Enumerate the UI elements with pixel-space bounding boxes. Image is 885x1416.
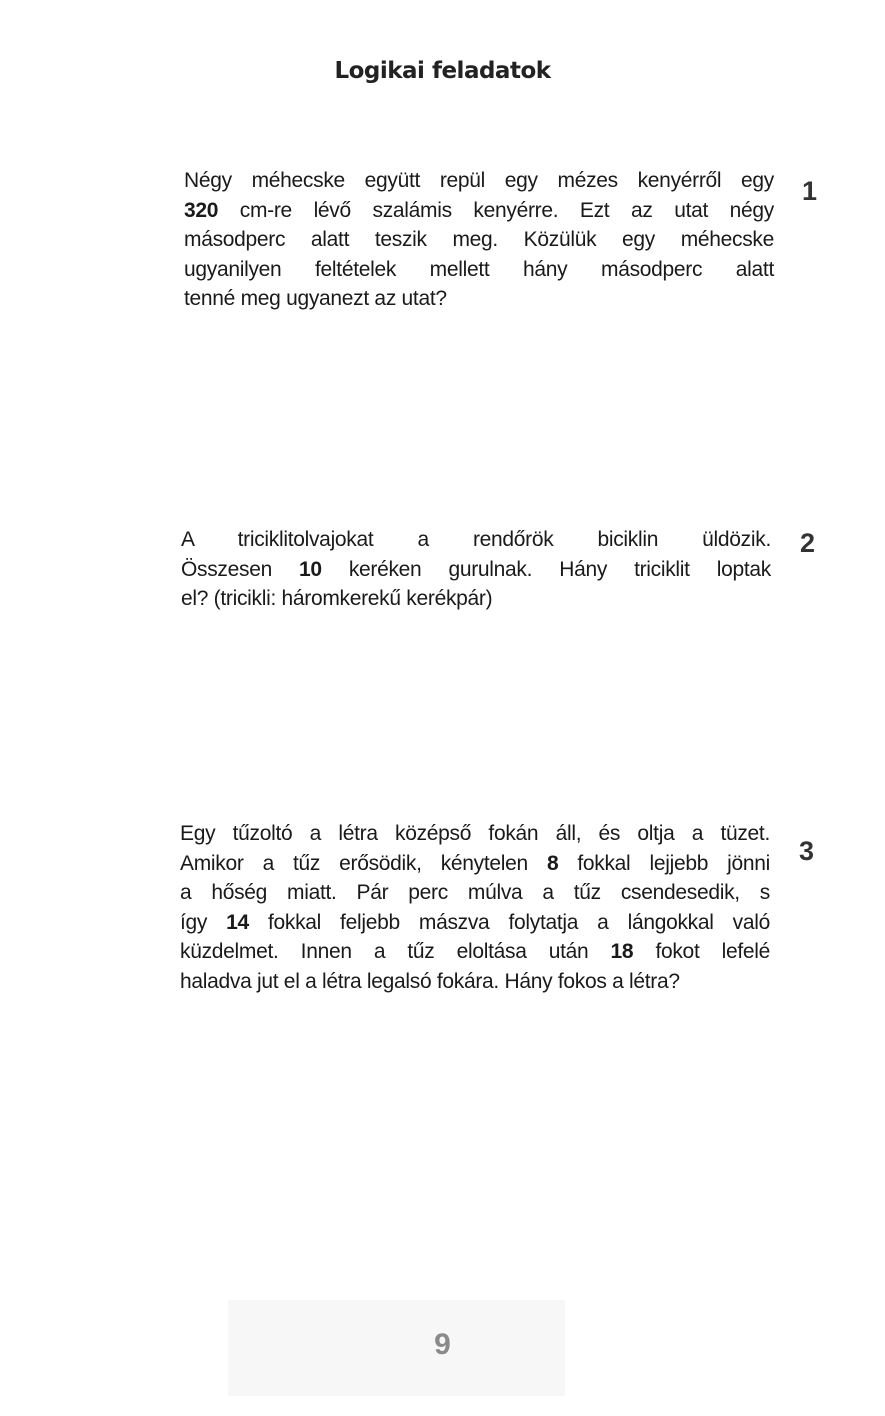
text-segment: Egy tűzoltó a létra középső fokán áll, és oltja a tüzet. xyxy=(180,822,770,845)
text-segment: fokot lefelé xyxy=(633,940,771,963)
bold-number: 18 xyxy=(610,940,634,963)
text-segment: cm-re lévő szalámis kenyérre. Ezt az utat négy xyxy=(218,198,774,222)
text-line xyxy=(180,849,770,879)
text-segment: így xyxy=(180,910,227,934)
text-line xyxy=(180,819,770,849)
problem-number-2: 2 xyxy=(800,528,816,558)
text-segment: fokkal feljebb mászva folytatja a lángokkal való xyxy=(248,910,770,934)
page-title: Logikai feladatok xyxy=(334,58,551,84)
problem-number-3: 3 xyxy=(799,836,815,866)
text-segment: másodperc alatt teszik meg. Közülük egy méhecske xyxy=(184,228,774,251)
text-line xyxy=(184,196,774,226)
text-segment: Összesen xyxy=(181,557,300,581)
text-line xyxy=(184,255,774,285)
text-line xyxy=(184,166,774,196)
text-line xyxy=(180,937,770,967)
text-line xyxy=(184,225,774,255)
text-segment: keréken gurulnak. Hány triciklit loptak xyxy=(321,557,771,581)
text-segment: a hőség miatt. Pár perc múlva a tűz csendesedik, s xyxy=(180,881,770,904)
text-segment: fokkal lejjebb jönni xyxy=(558,851,770,875)
problem-1 xyxy=(184,166,774,314)
bold-number: 10 xyxy=(299,557,322,581)
text-segment: Amikor a tűz erősödik, kénytelen xyxy=(180,851,547,875)
problem-2 xyxy=(181,525,771,614)
text-line xyxy=(181,555,771,585)
page-number: 9 xyxy=(434,1328,451,1361)
text-segment: tenné meg ugyanezt az utat? xyxy=(184,287,447,310)
problem-3 xyxy=(180,819,770,996)
text-line xyxy=(181,525,771,555)
bold-number: 8 xyxy=(546,851,559,875)
text-segment: haladva jut el a létra legalsó fokára. Hány fokos a létra? xyxy=(180,969,680,993)
bold-number: 14 xyxy=(226,910,249,934)
bold-number: 320 xyxy=(184,198,219,222)
text-segment: el? (tricikli: háromkerekű kerékpár) xyxy=(181,587,493,610)
text-segment: ugyanilyen feltételek mellett hány másodperc alatt xyxy=(184,257,774,281)
text-line xyxy=(180,908,770,938)
text-segment: A triciklitolvajokat a rendőrök biciklin üldözik. xyxy=(181,528,771,551)
text-line xyxy=(184,284,774,314)
text-segment: Négy méhecske együtt repül egy mézes kenyérről egy xyxy=(184,169,774,192)
text-line xyxy=(181,584,771,614)
text-line xyxy=(180,878,770,908)
problem-number-1: 1 xyxy=(802,176,818,206)
text-line xyxy=(180,967,770,997)
text-segment: küzdelmet. Innen a tűz eloltása után xyxy=(180,940,611,963)
